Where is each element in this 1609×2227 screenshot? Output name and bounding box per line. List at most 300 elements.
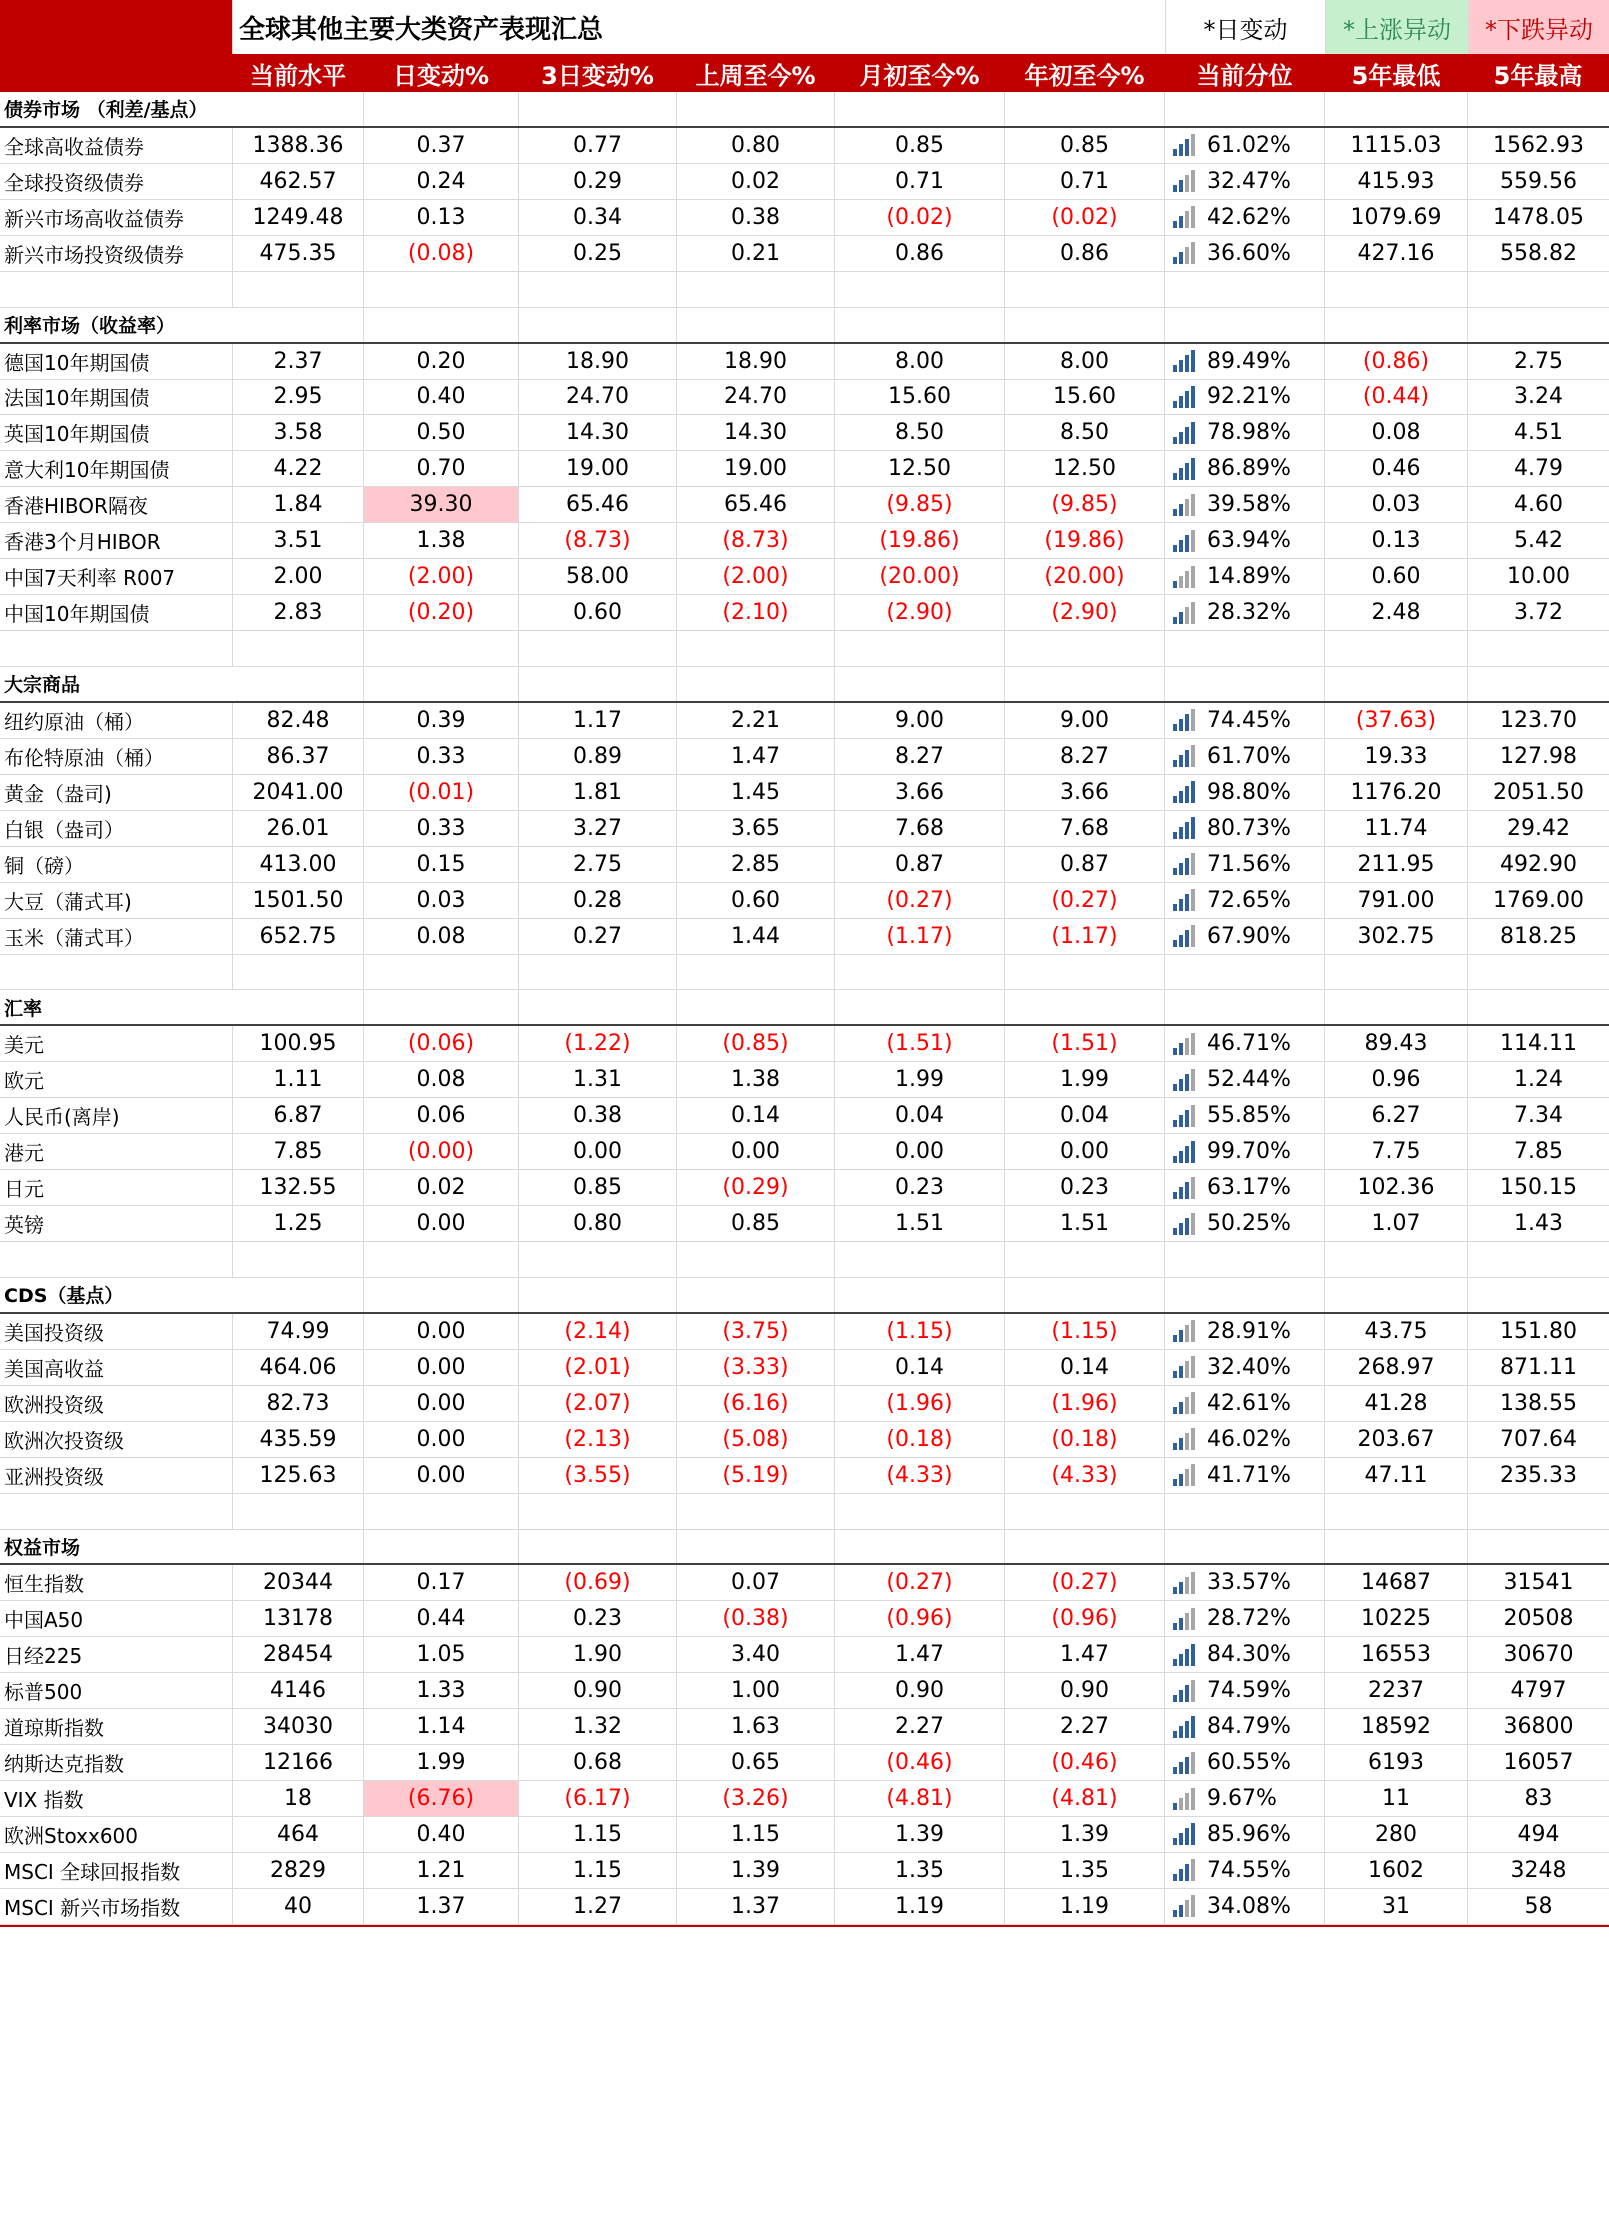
ytd: (9.85) — [1005, 487, 1165, 522]
mtd: 1.47 — [835, 1637, 1005, 1672]
5y-low: 89.43 — [1325, 1026, 1468, 1061]
current-level: 7.85 — [233, 1134, 364, 1169]
empty-cell — [835, 1494, 1005, 1529]
table-row — [0, 739, 1609, 775]
percentile-bar-icon — [1173, 1680, 1195, 1702]
percentile-bar-icon — [1173, 1859, 1195, 1881]
blank-row — [0, 955, 1609, 991]
section-title: 权益市场 — [4, 1536, 81, 1559]
5y-low: 427.16 — [1325, 236, 1468, 271]
current-level: 475.35 — [233, 236, 364, 271]
empty-cell — [677, 92, 835, 126]
5y-low: 6193 — [1325, 1745, 1468, 1780]
3day-change: 3.27 — [519, 811, 677, 846]
table-row — [0, 380, 1609, 416]
3day-change: (1.22) — [519, 1026, 677, 1061]
row-label: 日经225 — [0, 1637, 233, 1672]
empty-cell — [233, 1278, 364, 1312]
ytd: 0.71 — [1005, 164, 1165, 199]
legend-up-anomaly: *上涨异动 — [1326, 0, 1469, 54]
percentile-bar-icon — [1173, 206, 1195, 228]
row-label: 欧元 — [0, 1062, 233, 1097]
5y-low: 0.46 — [1325, 451, 1468, 486]
current-level: 82.73 — [233, 1386, 364, 1421]
empty-cell — [0, 272, 233, 307]
mtd: 0.71 — [835, 164, 1005, 199]
table-row — [0, 1386, 1609, 1422]
empty-cell — [1005, 1530, 1165, 1564]
5y-high: 1562.93 — [1493, 132, 1584, 158]
day-change: 1.37 — [364, 1889, 519, 1924]
empty-cell — [233, 272, 364, 307]
current-level: 18 — [233, 1781, 364, 1816]
percentile-value: 28.32% — [1207, 600, 1291, 626]
table-row — [0, 1350, 1609, 1386]
empty-cell — [0, 1494, 233, 1529]
row-label: 法国10年期国债 — [0, 380, 233, 415]
3day-change: 58.00 — [519, 559, 677, 594]
row-label: 中国10年期国债 — [0, 595, 233, 630]
empty-cell — [677, 1530, 835, 1564]
wtd: 1.39 — [677, 1853, 835, 1888]
5y-high: 16057 — [1503, 1750, 1574, 1776]
mtd: (4.81) — [835, 1781, 1005, 1816]
row-label: 标普500 — [0, 1673, 233, 1708]
table-row — [0, 164, 1609, 200]
table-row — [0, 451, 1609, 487]
legend-down-anomaly: *下跌异动 — [1469, 0, 1609, 54]
table-row — [0, 1565, 1609, 1601]
wtd: (5.08) — [677, 1422, 835, 1457]
day-change: 0.08 — [364, 919, 519, 954]
wtd: 0.07 — [677, 1565, 835, 1600]
current-level: 464 — [233, 1817, 364, 1852]
5y-high: 818.25 — [1500, 923, 1577, 949]
wtd: 1.44 — [677, 919, 835, 954]
table-row — [0, 1601, 1609, 1637]
percentile-value: 92.21% — [1207, 384, 1291, 410]
5y-high: 83 — [1524, 1786, 1553, 1812]
percentile-value: 52.44% — [1207, 1067, 1291, 1093]
row-label: 全球投资级债券 — [0, 164, 233, 199]
mtd: (1.51) — [835, 1026, 1005, 1061]
wtd: 0.14 — [677, 1098, 835, 1133]
empty-cell — [1325, 990, 1468, 1024]
current-level: 2.83 — [233, 595, 364, 630]
percentile-value: 32.47% — [1207, 168, 1291, 194]
ytd: 0.87 — [1005, 847, 1165, 882]
empty-cell — [364, 667, 519, 701]
day-change: 0.24 — [364, 164, 519, 199]
mtd: 3.66 — [835, 775, 1005, 810]
empty-cell — [1005, 1242, 1165, 1277]
5y-low: 1602 — [1325, 1853, 1468, 1888]
current-level: 1388.36 — [233, 128, 364, 163]
5y-high: 123.70 — [1500, 707, 1577, 733]
row-label: 香港3个月HIBOR — [0, 523, 233, 558]
percentile-bar-icon — [1173, 1213, 1195, 1235]
percentile-value: 74.55% — [1207, 1857, 1291, 1883]
percentile-cell — [1165, 344, 1325, 379]
empty-cell — [233, 1530, 364, 1564]
table-row — [0, 200, 1609, 236]
table-row — [0, 1853, 1609, 1889]
percentile-bar-icon — [1173, 1464, 1195, 1486]
wtd: 0.00 — [677, 1134, 835, 1169]
5y-high: 3.72 — [1514, 600, 1563, 626]
mtd: (0.18) — [835, 1422, 1005, 1457]
empty-cell — [233, 955, 364, 990]
ytd: 1.35 — [1005, 1853, 1165, 1888]
3day-change: 0.85 — [519, 1170, 677, 1205]
5y-low: 1079.69 — [1325, 200, 1468, 235]
empty-cell — [364, 272, 519, 307]
percentile-bar-icon — [1173, 1608, 1195, 1630]
day-change: 0.20 — [364, 344, 519, 379]
percentile-cell — [1165, 1601, 1325, 1636]
percentile-cell — [1165, 1422, 1325, 1457]
percentile-bar-icon — [1173, 602, 1195, 624]
empty-cell — [835, 1278, 1005, 1312]
percentile-cell — [1165, 1098, 1325, 1133]
current-level: 3.58 — [233, 415, 364, 450]
5y-high: 4.60 — [1514, 492, 1563, 518]
5y-low: 203.67 — [1325, 1422, 1468, 1457]
5y-high: 7.85 — [1514, 1139, 1563, 1165]
row-label: 玉米（蒲式耳） — [0, 919, 233, 954]
wtd: 0.60 — [677, 883, 835, 918]
3day-change: 0.38 — [519, 1098, 677, 1133]
empty-cell — [835, 92, 1005, 126]
5y-low: 1115.03 — [1325, 128, 1468, 163]
percentile-bar-icon — [1173, 1572, 1195, 1594]
row-label: 新兴市场投资级债券 — [0, 236, 233, 271]
mtd: 1.99 — [835, 1062, 1005, 1097]
header-5y-high: 5年最高 — [1468, 54, 1609, 92]
wtd: (5.19) — [677, 1458, 835, 1493]
percentile-value: 78.98% — [1207, 420, 1291, 446]
ytd: 0.14 — [1005, 1350, 1165, 1385]
ytd: 0.86 — [1005, 236, 1165, 271]
mtd: (0.02) — [835, 200, 1005, 235]
wtd: (3.33) — [677, 1350, 835, 1385]
day-change: (0.00) — [364, 1134, 519, 1169]
mtd: 1.51 — [835, 1206, 1005, 1241]
empty-cell — [233, 990, 364, 1024]
current-level: 13178 — [233, 1601, 364, 1636]
5y-low: 2237 — [1325, 1673, 1468, 1708]
empty-cell — [233, 92, 364, 126]
5y-high: 150.15 — [1500, 1175, 1577, 1201]
5y-high: 235.33 — [1500, 1462, 1577, 1488]
current-level: 12166 — [233, 1745, 364, 1780]
current-level: 1249.48 — [233, 200, 364, 235]
5y-low: 10225 — [1325, 1601, 1468, 1636]
empty-cell — [1468, 631, 1609, 666]
3day-change: 14.30 — [519, 415, 677, 450]
wtd: (3.75) — [677, 1314, 835, 1349]
percentile-value: 86.89% — [1207, 456, 1291, 482]
5y-low: 0.60 — [1325, 559, 1468, 594]
percentile-bar-icon — [1173, 134, 1195, 156]
percentile-cell — [1165, 1853, 1325, 1888]
percentile-bar-icon — [1173, 350, 1195, 372]
wtd: 1.37 — [677, 1889, 835, 1924]
table-row — [0, 1817, 1609, 1853]
5y-low: 1176.20 — [1325, 775, 1468, 810]
empty-cell — [1165, 631, 1325, 666]
empty-cell — [1165, 955, 1325, 990]
row-label: 纽约原油（桶） — [0, 703, 233, 738]
percentile-cell — [1165, 775, 1325, 810]
ytd: (0.02) — [1005, 200, 1165, 235]
percentile-value: 61.02% — [1207, 132, 1291, 158]
ytd: 0.90 — [1005, 1673, 1165, 1708]
mtd: (0.46) — [835, 1745, 1005, 1780]
mtd: (9.85) — [835, 487, 1005, 522]
wtd: 2.21 — [677, 703, 835, 738]
empty-cell — [1468, 990, 1609, 1024]
empty-cell — [0, 631, 233, 666]
ytd: 1.19 — [1005, 1889, 1165, 1924]
empty-cell — [519, 955, 677, 990]
mtd: (0.96) — [835, 1601, 1005, 1636]
5y-high: 4797 — [1510, 1678, 1567, 1704]
day-change: 0.15 — [364, 847, 519, 882]
empty-cell — [233, 1242, 364, 1277]
5y-high: 138.55 — [1500, 1390, 1577, 1416]
current-level: 2.37 — [233, 344, 364, 379]
row-label: MSCI 全球回报指数 — [0, 1853, 233, 1888]
mtd: (0.27) — [835, 883, 1005, 918]
5y-high: 1.24 — [1514, 1067, 1563, 1093]
5y-low: 11.74 — [1325, 811, 1468, 846]
percentile-value: 74.59% — [1207, 1678, 1291, 1704]
3day-change: 0.60 — [519, 595, 677, 630]
empty-cell — [1165, 1242, 1325, 1277]
ytd: 1.51 — [1005, 1206, 1165, 1241]
5y-high: 492.90 — [1500, 851, 1577, 877]
current-level: 1.25 — [233, 1206, 364, 1241]
day-change: 1.21 — [364, 1853, 519, 1888]
ytd: 9.00 — [1005, 703, 1165, 738]
3day-change: 1.15 — [519, 1853, 677, 1888]
3day-change: 0.00 — [519, 1134, 677, 1169]
current-level: 20344 — [233, 1565, 364, 1600]
day-change: 0.06 — [364, 1098, 519, 1133]
empty-cell — [835, 272, 1005, 307]
ytd: 15.60 — [1005, 380, 1165, 415]
percentile-cell — [1165, 559, 1325, 594]
3day-change: 1.32 — [519, 1709, 677, 1744]
current-level: 462.57 — [233, 164, 364, 199]
empty-cell — [1165, 990, 1325, 1024]
empty-cell — [1165, 92, 1325, 126]
wtd: 3.65 — [677, 811, 835, 846]
mtd: 0.23 — [835, 1170, 1005, 1205]
row-label: 德国10年期国债 — [0, 344, 233, 379]
wtd: 1.47 — [677, 739, 835, 774]
5y-low: 31 — [1325, 1889, 1468, 1924]
5y-high: 5.42 — [1514, 528, 1563, 554]
5y-low: 211.95 — [1325, 847, 1468, 882]
ytd: 1.99 — [1005, 1062, 1165, 1097]
3day-change: 0.25 — [519, 236, 677, 271]
5y-high: 2.75 — [1514, 348, 1563, 374]
empty-cell — [364, 92, 519, 126]
percentile-value: 42.61% — [1207, 1390, 1291, 1416]
blank-row — [0, 1494, 1609, 1530]
title-row — [0, 0, 1609, 54]
percentile-cell — [1165, 1745, 1325, 1780]
ytd: (4.33) — [1005, 1458, 1165, 1493]
wtd: 65.46 — [677, 487, 835, 522]
percentile-cell — [1165, 487, 1325, 522]
percentile-value: 60.55% — [1207, 1750, 1291, 1776]
ytd: 8.27 — [1005, 739, 1165, 774]
percentile-value: 9.67% — [1207, 1786, 1277, 1812]
percentile-bar-icon — [1173, 170, 1195, 192]
3day-change: 0.23 — [519, 1601, 677, 1636]
5y-low: 18592 — [1325, 1709, 1468, 1744]
current-level: 40 — [233, 1889, 364, 1924]
empty-cell — [1005, 1494, 1165, 1529]
header-day-change: 日变动% — [364, 54, 519, 92]
table-row — [0, 415, 1609, 451]
percentile-cell — [1165, 1170, 1325, 1205]
section-title: CDS（基点） — [4, 1285, 124, 1308]
day-change: 0.00 — [364, 1458, 519, 1493]
mtd: 9.00 — [835, 703, 1005, 738]
empty-cell — [1165, 1494, 1325, 1529]
empty-cell — [1468, 1242, 1609, 1277]
row-label: 美元 — [0, 1026, 233, 1061]
section-header — [0, 1530, 1609, 1566]
day-change: 0.44 — [364, 1601, 519, 1636]
section-title: 利率市场（收益率） — [4, 315, 176, 338]
current-level: 4.22 — [233, 451, 364, 486]
day-change: 0.17 — [364, 1565, 519, 1600]
3day-change: 1.81 — [519, 775, 677, 810]
mtd: (2.90) — [835, 595, 1005, 630]
header-row — [0, 54, 1609, 92]
wtd: (0.29) — [677, 1170, 835, 1205]
empty-cell — [1005, 1278, 1165, 1312]
3day-change: 0.27 — [519, 919, 677, 954]
3day-change: 0.34 — [519, 200, 677, 235]
ytd: 12.50 — [1005, 451, 1165, 486]
5y-low: 11 — [1325, 1781, 1468, 1816]
percentile-cell — [1165, 1386, 1325, 1421]
empty-cell — [364, 1494, 519, 1529]
5y-high: 4.51 — [1514, 420, 1563, 446]
mtd: 1.19 — [835, 1889, 1005, 1924]
percentile-cell — [1165, 1565, 1325, 1600]
percentile-bar-icon — [1173, 889, 1195, 911]
empty-cell — [835, 990, 1005, 1024]
day-change: 0.03 — [364, 883, 519, 918]
5y-high: 114.11 — [1500, 1031, 1577, 1057]
wtd: 1.63 — [677, 1709, 835, 1744]
percentile-cell — [1165, 1134, 1325, 1169]
percentile-bar-icon — [1173, 709, 1195, 731]
empty-cell — [1005, 92, 1165, 126]
ytd: 0.85 — [1005, 128, 1165, 163]
day-change: (0.20) — [364, 595, 519, 630]
row-label: 欧洲Stoxx600 — [0, 1817, 233, 1852]
table-row — [0, 1062, 1609, 1098]
5y-low: 7.75 — [1325, 1134, 1468, 1169]
empty-cell — [1005, 990, 1165, 1024]
empty-cell — [1165, 308, 1325, 342]
table-row — [0, 919, 1609, 955]
row-label: 亚洲投资级 — [0, 1458, 233, 1493]
day-change: 0.39 — [364, 703, 519, 738]
5y-high: 30670 — [1503, 1642, 1574, 1668]
table-row — [0, 1422, 1609, 1458]
current-level: 464.06 — [233, 1350, 364, 1385]
empty-cell — [364, 1530, 519, 1564]
sheet-title: 全球其他主要大类资产表现汇总 — [233, 0, 1166, 54]
table-row — [0, 595, 1609, 631]
wtd: 0.85 — [677, 1206, 835, 1241]
5y-high: 29.42 — [1507, 815, 1570, 841]
table-row — [0, 1709, 1609, 1745]
percentile-value: 71.56% — [1207, 851, 1291, 877]
percentile-cell — [1165, 919, 1325, 954]
day-change: 0.00 — [364, 1386, 519, 1421]
empty-cell — [1325, 272, 1468, 307]
mtd: 1.39 — [835, 1817, 1005, 1852]
percentile-bar-icon — [1173, 458, 1195, 480]
percentile-cell — [1165, 451, 1325, 486]
percentile-bar-icon — [1173, 1752, 1195, 1774]
day-change: (0.01) — [364, 775, 519, 810]
current-level: 2041.00 — [233, 775, 364, 810]
percentile-cell — [1165, 523, 1325, 558]
table-body — [0, 92, 1609, 1925]
empty-cell — [1005, 631, 1165, 666]
5y-high: 707.64 — [1500, 1426, 1577, 1452]
percentile-cell — [1165, 847, 1325, 882]
row-label: 美国投资级 — [0, 1314, 233, 1349]
percentile-value: 14.89% — [1207, 564, 1291, 590]
current-level: 125.63 — [233, 1458, 364, 1493]
empty-cell — [835, 631, 1005, 666]
ytd: 0.04 — [1005, 1098, 1165, 1133]
percentile-bar-icon — [1173, 494, 1195, 516]
day-change: (0.06) — [364, 1026, 519, 1061]
empty-cell — [677, 955, 835, 990]
row-label: 日元 — [0, 1170, 233, 1205]
empty-cell — [0, 1242, 233, 1277]
mtd: 8.27 — [835, 739, 1005, 774]
mtd: (4.33) — [835, 1458, 1005, 1493]
5y-high: 871.11 — [1500, 1354, 1577, 1380]
wtd: (6.16) — [677, 1386, 835, 1421]
header-wtd: 上周至今% — [677, 54, 835, 92]
current-level: 86.37 — [233, 739, 364, 774]
row-label: 欧洲次投资级 — [0, 1422, 233, 1457]
5y-low: 0.13 — [1325, 523, 1468, 558]
day-change: 0.40 — [364, 380, 519, 415]
day-change: 0.00 — [364, 1206, 519, 1241]
section-title: 大宗商品 — [4, 674, 81, 697]
current-level: 100.95 — [233, 1026, 364, 1061]
empty-cell — [1165, 667, 1325, 701]
day-change: 1.05 — [364, 1637, 519, 1672]
3day-change: 1.27 — [519, 1889, 677, 1924]
